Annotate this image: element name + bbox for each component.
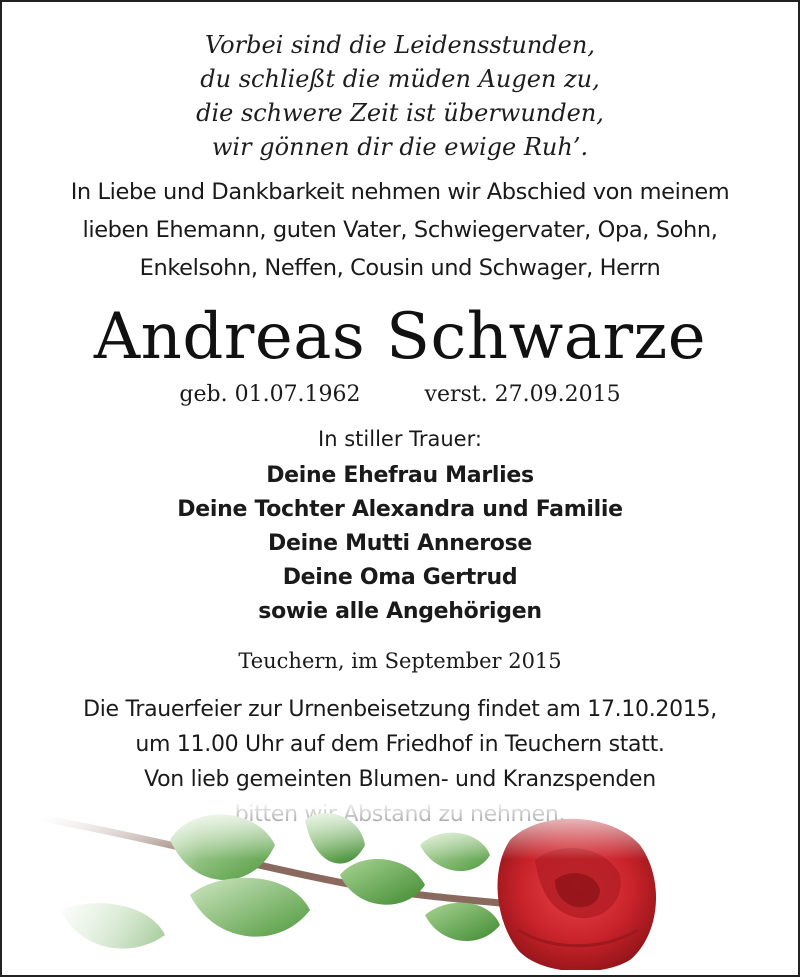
poem [0,28,800,164]
intro-line: lieben Ehemann, guten Vater, Schwiegervater, Opa, Sohn, [82,217,718,243]
mourner: sowie alle Angehörigen [258,599,542,624]
intro-line: Enkelsohn, Neffen, Cousin und Schwager, Herrn [139,255,661,281]
death-date: verst. 27.09.2015 [424,382,621,407]
place-date: Teuchern, im September 2015 [238,649,562,673]
birth-date: geb. 01.07.1962 [179,382,361,407]
poem-line: du schließt die müden Augen zu, [200,65,600,93]
mourner: Deine Oma Gertrud [282,565,518,590]
intro-text [0,173,800,287]
mourner: Deine Ehefrau Marlies [266,463,534,488]
life-dates [0,379,800,411]
mourners-list [0,459,800,629]
notice-line: Die Trauerfeier zur Urnenbeisetzung findet am 17.10.2015, [83,697,717,722]
deceased-name: Andreas Schwarze [93,300,707,374]
mourner: Deine Tochter Alexandra und Familie [177,497,623,522]
mourning-label: In stiller Trauer: [318,427,482,451]
poem-line: wir gönnen dir die ewige Ruh’. [211,133,589,161]
notice-line: Von lieb gemeinten Blumen- und Kranzspenden [144,767,656,792]
intro-line: In Liebe und Dankbarkeit nehmen wir Abschied von meinem [70,179,730,205]
mourner: Deine Mutti Annerose [267,531,532,556]
notice-line: um 11.00 Uhr auf dem Friedhof in Teuchern statt. [135,732,665,757]
rose-image [40,800,680,970]
poem-line: Vorbei sind die Leidensstunden, [205,31,595,59]
poem-line: die schwere Zeit ist überwunden, [196,99,604,127]
